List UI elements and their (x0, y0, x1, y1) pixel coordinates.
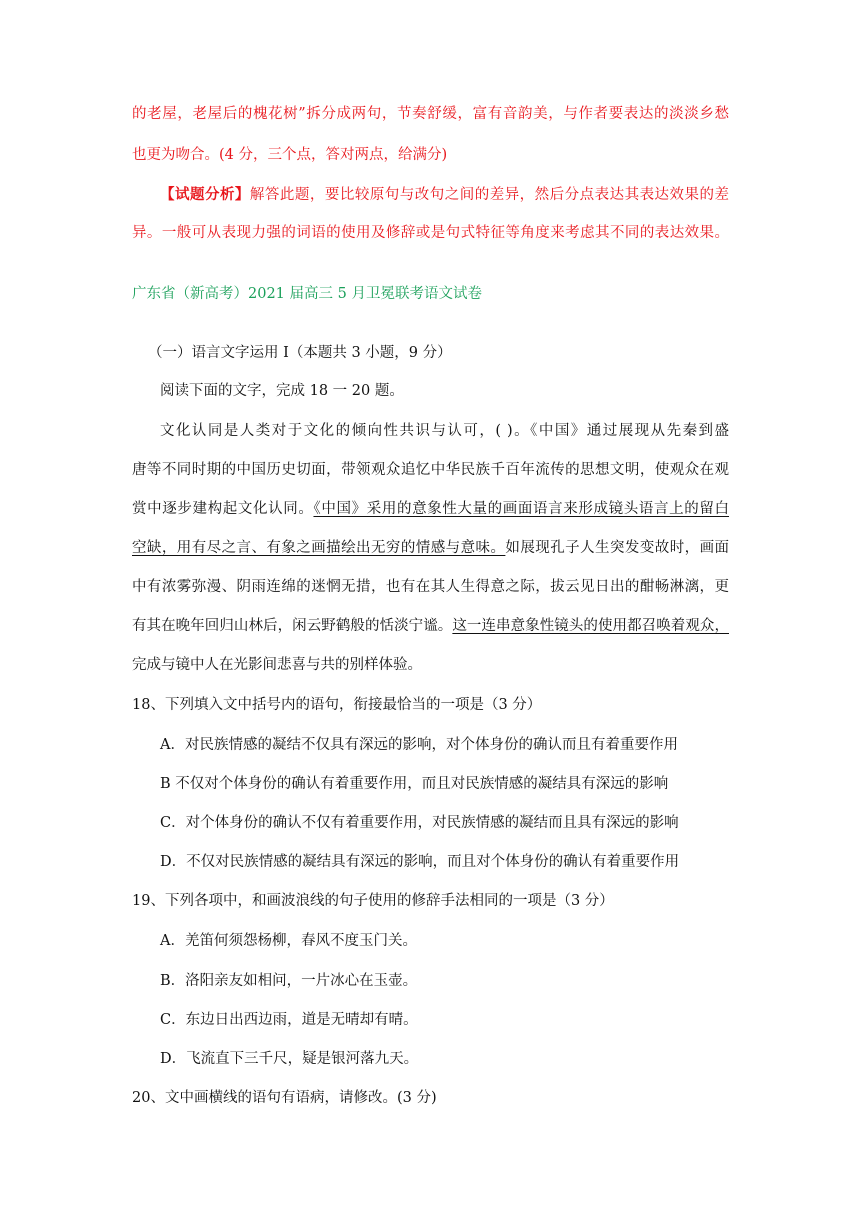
answer-line-1: 的老屋，老屋后的槐花树”拆分成两句，节奏舒缓，富有音韵美，与作者要表达的淡淡乡愁 (132, 106, 729, 122)
passage-text: 如展现孔子人生突发变故时，画面 (505, 540, 730, 556)
underlined-sentence-cont: 空缺，用有尽之言、有象之画描绘出无穷的情感与意味。 (132, 540, 506, 556)
passage-line-5: 中有浓雾弥漫、阴雨连绵的迷惘无措，也有在其人生得意之际，拔云见日出的酣畅淋漓，更 (132, 579, 729, 595)
underlined-sentence-2: 这一连串意象性镜头的使用都召唤着观众， (452, 618, 729, 634)
question-19-option-c: C．东边日出西边雨，道是无晴却有晴。 (160, 1012, 418, 1028)
passage-line-3 (132, 499, 729, 519)
passage-line-4 (132, 538, 729, 558)
passage-line-1: 文化认同是人类对于文化的倾向性共识与认可，( )。《中国》通过展现从先秦到盛 (160, 423, 729, 439)
question-19-stem: 19、下列各项中，和画波浪线的句子使用的修辞手法相同的一项是（3 分） (132, 893, 614, 909)
analysis-line-1 (160, 185, 729, 205)
question-18-stem: 18、下列填入文中括号内的语句，衔接最恰当的一项是（3 分） (132, 697, 542, 713)
passage-text: 有其在晚年回归山林后，闲云野鹤般的恬淡宁谧。 (132, 618, 453, 634)
question-18-option-a: A．对民族情感的凝结不仅具有深远的影响，对个体身份的确认而且有着重要作用 (160, 737, 678, 753)
section-instruction: 阅读下面的文字，完成 18 一 20 题。 (160, 383, 404, 399)
analysis-text-1: 解答此题，要比较原句与改句之间的差异，然后分点表达其表达效果的差 (249, 187, 730, 203)
exam-source-title: 广东省（新高考）2021 届高三 5 月卫冕联考语文试卷 (132, 286, 482, 302)
passage-line-2: 唐等不同时期的中国历史切面，带领观众追忆中华民族千百年流传的思想文明，使观众在观 (132, 462, 729, 478)
question-19-option-d: D．飞流直下三千尺，疑是银河落九天。 (160, 1051, 419, 1067)
analysis-line-2: 异。一般可从表现力强的词语的使用及修辞或是句式特征等角度来考虑其不同的表达效果。 (132, 225, 729, 241)
question-18-option-d: D．不仅对民族情感的凝结具有深远的影响，而且对个体身份的确认有着重要作用 (160, 854, 680, 870)
question-19-option-b: B．洛阳亲友如相问，一片冰心在玉壶。 (160, 973, 418, 989)
question-18-option-b: B 不仅对个体身份的确认有着重要作用，而且对民族情感的凝结具有深远的影响 (160, 776, 669, 792)
passage-line-7: 完成与镜中人在光影间悲喜与共的别样体验。 (132, 657, 422, 673)
question-20-stem: 20、文中画横线的语句有语病，请修改。(3 分) (132, 1090, 437, 1106)
passage-text: 赏中逐步建构起文化认同。 (132, 501, 314, 517)
section-title: （一）语言文字运用 I（本题共 3 小题，9 分） (148, 345, 452, 361)
analysis-label: 【试题分析】 (160, 186, 250, 203)
passage-line-6 (132, 616, 729, 636)
underlined-sentence: 《中国》采用的意象性大量的画面语言来形成镜头语言上的留白 (313, 501, 730, 517)
question-19-option-a: A．羌笛何须怨杨柳，春风不度玉门关。 (160, 933, 417, 949)
answer-line-2: 也更为吻合。(4 分，三个点，答对两点，给满分) (132, 147, 448, 163)
question-18-option-c: C．对个体身份的确认不仅有着重要作用，对民族情感的凝结而且具有深远的影响 (160, 815, 679, 831)
